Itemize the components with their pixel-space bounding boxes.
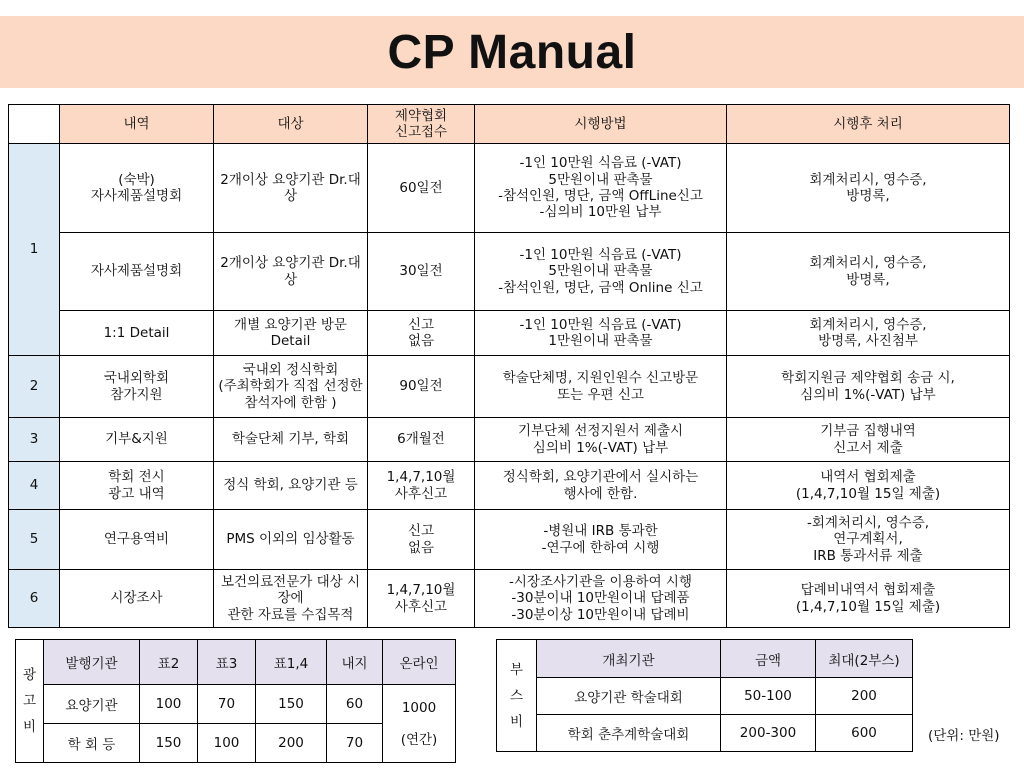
- table-row: [9, 570, 1010, 628]
- cell-item: 자사제품설명회: [60, 233, 214, 311]
- cell-method: 정식학회, 요양기관에서 실시하는 행사에 한함.: [475, 462, 727, 510]
- cp-main-table: [8, 104, 1010, 628]
- ad-cell-value: 100: [198, 724, 256, 763]
- cell-after: 기부금 집행내역 신고서 제출: [727, 418, 1010, 462]
- cell-report: 60일전: [368, 144, 475, 233]
- ad-cost-table: [15, 639, 456, 763]
- table-row: [9, 356, 1010, 418]
- cell-item: 국내외학회 참가지원: [60, 356, 214, 418]
- ad-cell-value: 100: [140, 685, 198, 724]
- cell-after: 학회지원금 제약협회 송금 시, 심의비 1%(-VAT) 납부: [727, 356, 1010, 418]
- header-row: [9, 105, 1010, 144]
- cell-item: 시장조사: [60, 570, 214, 628]
- cell-method: 기부단체 선정지원서 제출시 심의비 1%(-VAT) 납부: [475, 418, 727, 462]
- header-item: 내역: [60, 105, 214, 144]
- cell-method: -1인 10만원 식음료 (-VAT) 5만원이내 판촉물 -참석인원, 명단, 금액 OffLine신고 -심의비 10만원 납부: [475, 144, 727, 233]
- ad-cell-value: 70: [198, 685, 256, 724]
- table-row: [9, 462, 1010, 510]
- booth-cell-org: 요양기관 학술대회: [537, 678, 721, 715]
- ad-header-inner: 내지: [327, 640, 383, 685]
- ad-header-org: 발행기관: [44, 640, 140, 685]
- cell-report: 신고 없음: [368, 510, 475, 570]
- header-target: 대상: [214, 105, 368, 144]
- booth-cost-table: [496, 639, 913, 752]
- cell-method: -시장조사기관을 이용하여 시행 -30분이내 10만원이내 답례품 -30분이상 10만원이내 답례비: [475, 570, 727, 628]
- cell-after: -회계처리시, 영수증, 연구계획서, IRB 통과서류 제출: [727, 510, 1010, 570]
- cell-item: 기부&지원: [60, 418, 214, 462]
- cell-after: 회계처리시, 영수증, 방명록,: [727, 233, 1010, 311]
- table-row: [497, 715, 913, 752]
- ad-header-p3: 표3: [198, 640, 256, 685]
- unit-note: (단위: 만원): [928, 728, 1000, 744]
- page-title: CP Manual: [387, 25, 637, 79]
- title-bar: [0, 16, 1024, 88]
- ad-cell-org: 요양기관: [44, 685, 140, 724]
- ad-cell-value: 60: [327, 685, 383, 724]
- cell-after: 회계처리시, 영수증, 방명록,: [727, 144, 1010, 233]
- booth-cell-amount: 50-100: [721, 678, 816, 715]
- ad-cell-value: 150: [140, 724, 198, 763]
- cell-target: PMS 이외의 임상활동: [214, 510, 368, 570]
- table-row: [9, 233, 1010, 311]
- cell-item: 학회 전시 광고 내역: [60, 462, 214, 510]
- cell-item: 1:1 Detail: [60, 311, 214, 356]
- cell-report: 6개월전: [368, 418, 475, 462]
- cell-after: 내역서 협회제출 (1,4,7,10월 15일 제출): [727, 462, 1010, 510]
- cell-method: -1인 10만원 식음료 (-VAT) 5만원이내 판촉물 -참석인원, 명단, 금액 Online 신고: [475, 233, 727, 311]
- table-row: [9, 510, 1010, 570]
- booth-header-max: 최대(2부스): [816, 640, 913, 678]
- ad-header-p14: 표1,4: [256, 640, 327, 685]
- table-row: [497, 678, 913, 715]
- cell-target: 2개이상 요양기관 Dr.대상: [214, 144, 368, 233]
- cell-target: 정식 학회, 요양기관 등: [214, 462, 368, 510]
- row-number: 5: [9, 510, 60, 570]
- row-number: 1: [9, 144, 60, 356]
- table-row: [9, 144, 1010, 233]
- cell-item: 연구용역비: [60, 510, 214, 570]
- booth-cell-org: 학회 춘추계학술대회: [537, 715, 721, 752]
- cell-target: 학술단체 기부, 학회: [214, 418, 368, 462]
- cell-method: 학술단체명, 지원인원수 신고방문 또는 우편 신고: [475, 356, 727, 418]
- ad-header-p2: 표2: [140, 640, 198, 685]
- header-report: 제약협회 신고접수: [368, 105, 475, 144]
- ad-cell-value: 70: [327, 724, 383, 763]
- cell-report: 신고 없음: [368, 311, 475, 356]
- cell-report: 90일전: [368, 356, 475, 418]
- cell-after: 답례비내역서 협회제출 (1,4,7,10월 15일 제출): [727, 570, 1010, 628]
- ad-side-label: 광 고 비: [16, 640, 44, 763]
- header-method: 시행방법: [475, 105, 727, 144]
- table-row: [9, 418, 1010, 462]
- ad-cell-value: 200: [256, 724, 327, 763]
- cell-item: (숙박) 자사제품설명회: [60, 144, 214, 233]
- cell-method: -병원내 IRB 통과한 -연구에 한하여 시행: [475, 510, 727, 570]
- cell-target: 개별 요양기관 방문 Detail: [214, 311, 368, 356]
- row-number: 6: [9, 570, 60, 628]
- booth-side-label: 부 스 비: [497, 640, 537, 752]
- cell-method: -1인 10만원 식음료 (-VAT) 1만원이내 판촉물: [475, 311, 727, 356]
- booth-cell-max: 600: [816, 715, 913, 752]
- cell-target: 보건의료전문가 대상 시장에 관한 자료를 수집목적: [214, 570, 368, 628]
- ad-header-row: [16, 640, 456, 685]
- ad-cell-org: 학 회 등: [44, 724, 140, 763]
- booth-header-row: [497, 640, 913, 678]
- booth-cell-amount: 200-300: [721, 715, 816, 752]
- booth-header-org: 개최기관: [537, 640, 721, 678]
- table-row: [16, 685, 456, 724]
- table-row: [9, 311, 1010, 356]
- booth-header-amount: 금액: [721, 640, 816, 678]
- row-number: 3: [9, 418, 60, 462]
- ad-header-online: 온라인: [383, 640, 456, 685]
- cell-report: 30일전: [368, 233, 475, 311]
- ad-cell-value: 150: [256, 685, 327, 724]
- cell-target: 2개이상 요양기관 Dr.대상: [214, 233, 368, 311]
- cell-report: 1,4,7,10월 사후신고: [368, 462, 475, 510]
- header-after: 시행후 처리: [727, 105, 1010, 144]
- cell-report: 1,4,7,10월 사후신고: [368, 570, 475, 628]
- row-number: 2: [9, 356, 60, 418]
- row-number: 4: [9, 462, 60, 510]
- booth-cell-max: 200: [816, 678, 913, 715]
- cell-after: 회계처리시, 영수증, 방명록, 사진첨부: [727, 311, 1010, 356]
- header-blank: [9, 105, 60, 144]
- ad-cell-online: 1000 (연간): [383, 685, 456, 763]
- cell-target: 국내외 정식학회 (주최학회가 직접 선정한 참석자에 한함 ): [214, 356, 368, 418]
